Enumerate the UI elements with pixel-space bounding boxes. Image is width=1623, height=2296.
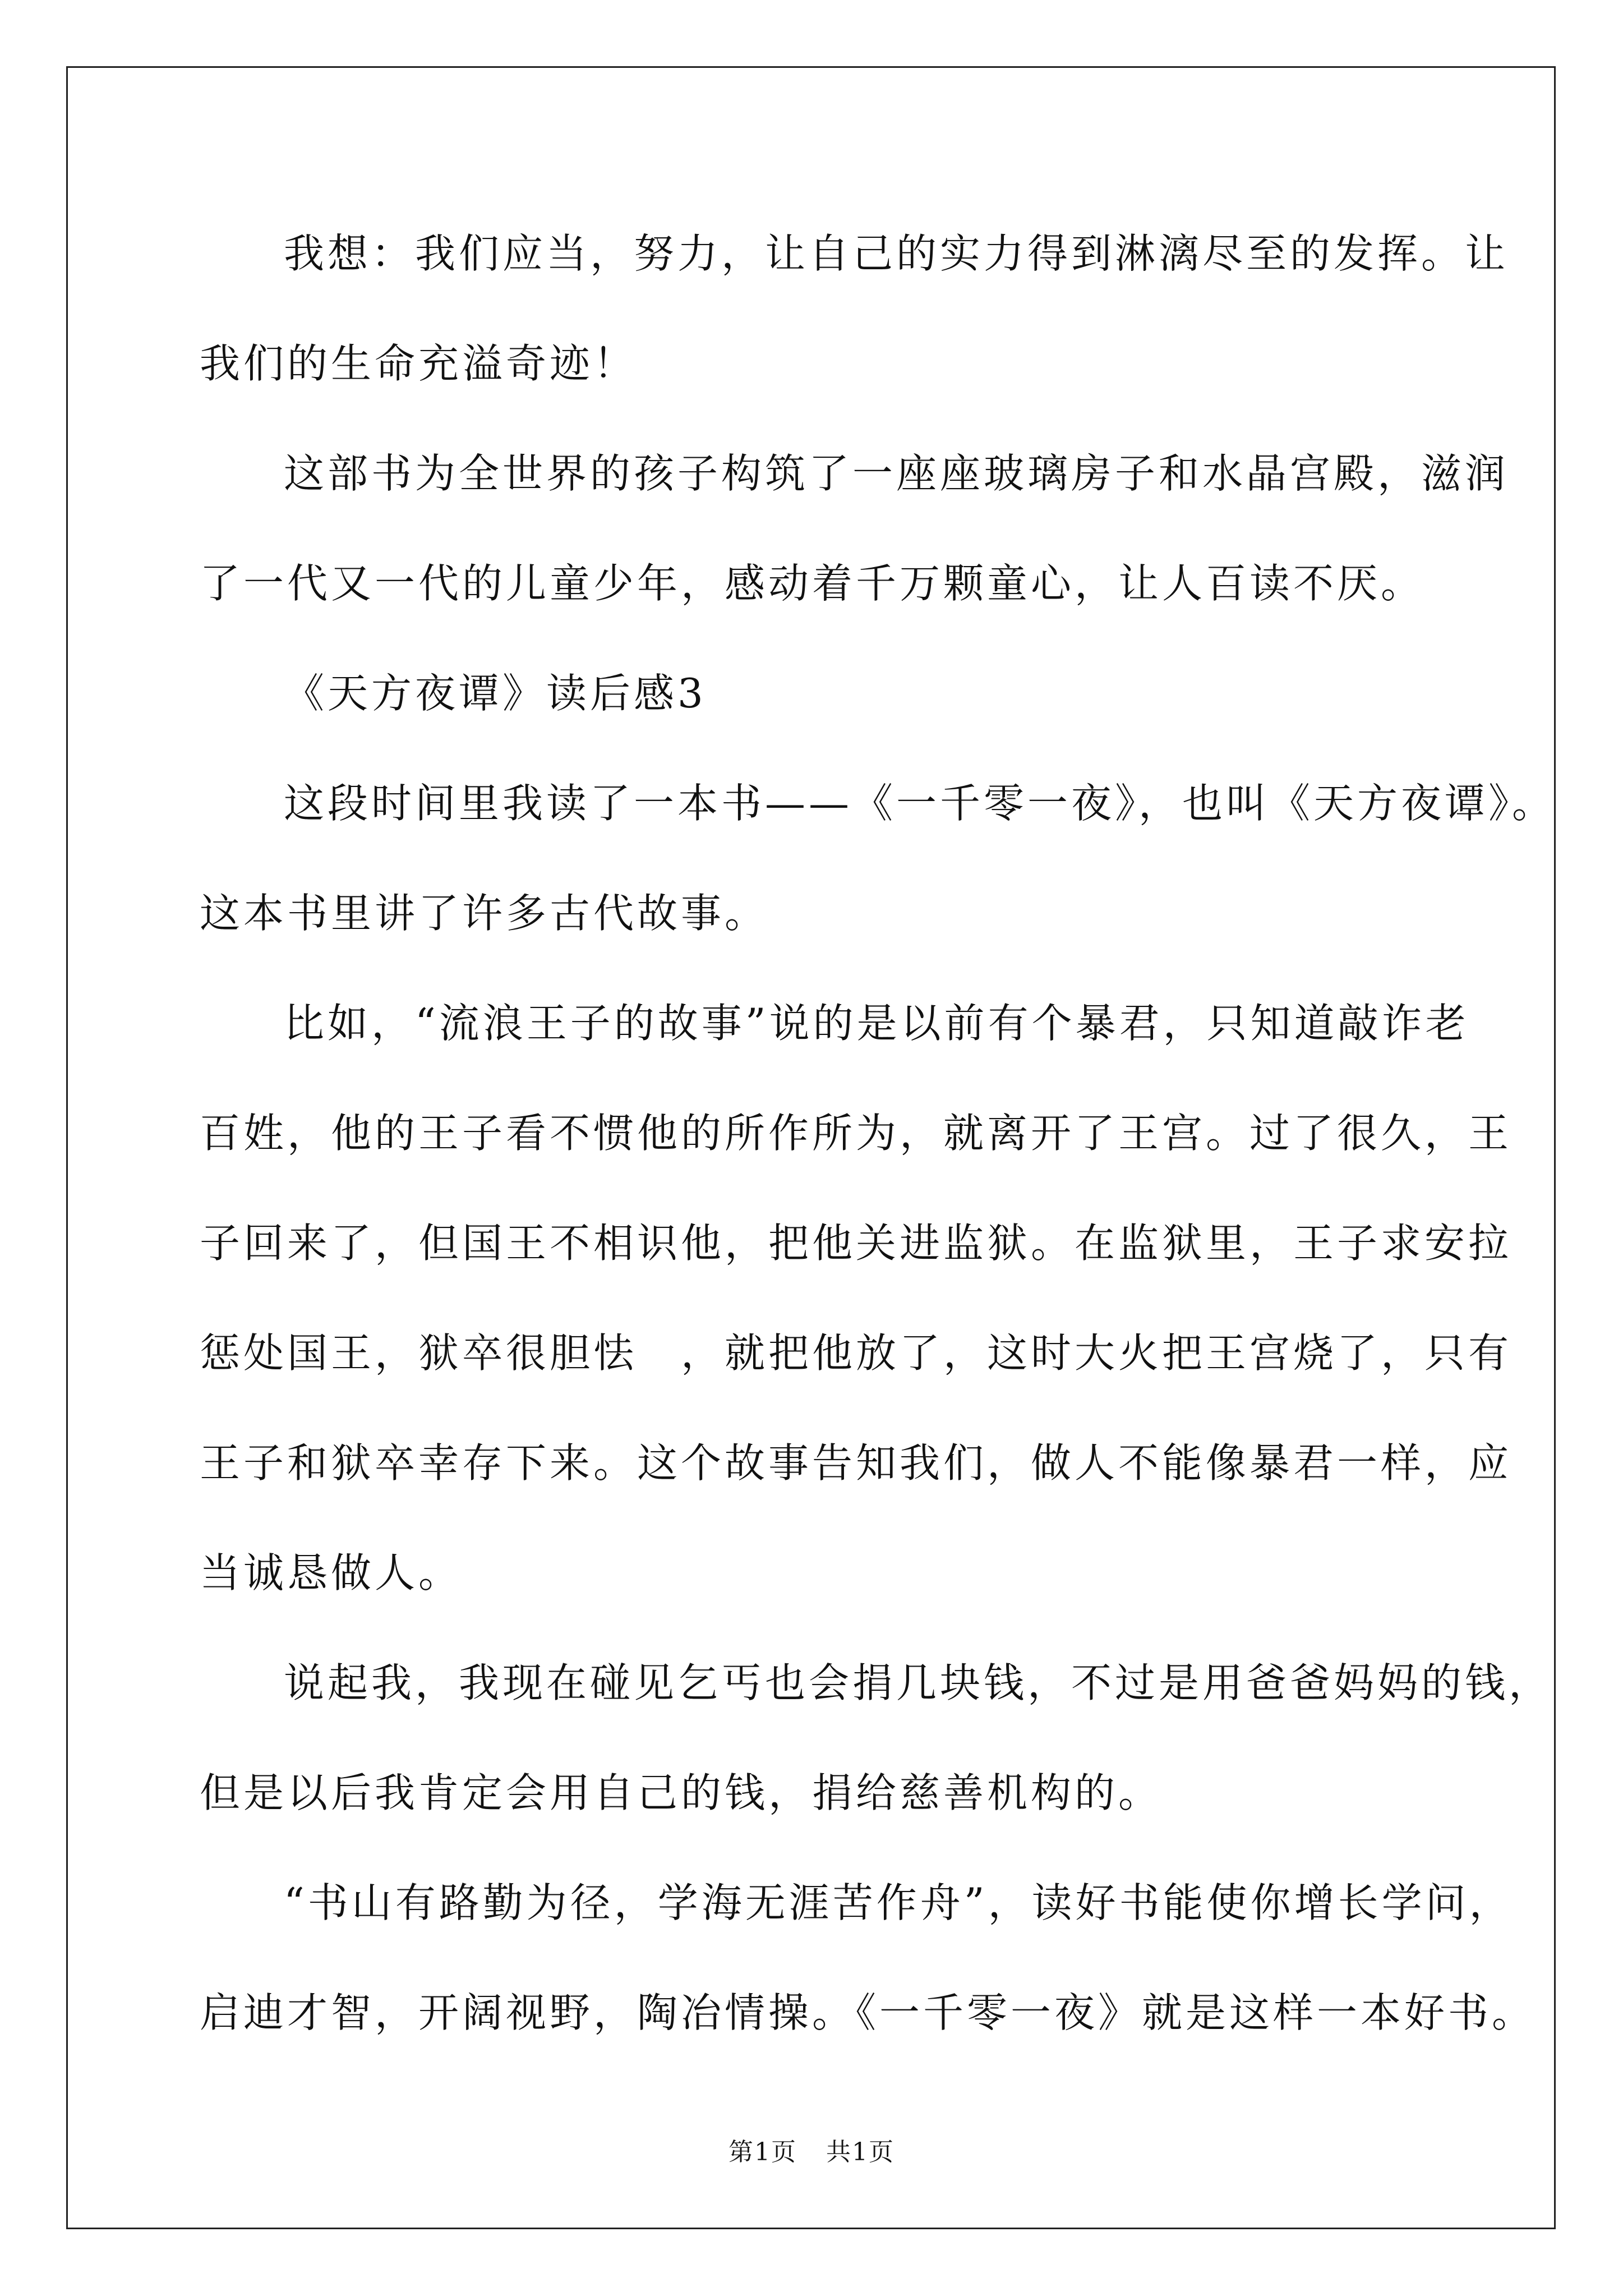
text-line: 王子和狱卒幸存下来。这个故事告知我们，做人不能像暴君一样，应 — [200, 1439, 1513, 1487]
text-line: 但是以后我肯定会用自己的钱，捐给慈善机构的。 — [200, 1769, 1163, 1816]
text-line: 比如，“流浪王子的故事”说的是以前有个暴君，只知道敲诈老 — [284, 1000, 1469, 1047]
page-number: 第1页 — [728, 2138, 797, 2166]
text-line: 启迪才智，开阔视野，陶冶情操。《一千零一夜》就是这样一本好书。 — [200, 1989, 1536, 2036]
text-line: 子回来了，但国王不相识他，把他关进监狱。在监狱里，王子求安拉 — [200, 1220, 1513, 1267]
section-heading: 《天方夜谭》读后感3 — [284, 670, 707, 717]
text-line: 了一代又一代的儿童少年，感动着千万颗童心，让人百读不厌。 — [200, 560, 1425, 607]
text-line: 这本书里讲了许多古代故事。 — [200, 890, 769, 937]
text-line: 我们的生命充溢奇迹！ — [200, 340, 638, 387]
text-line: 百姓，他的王子看不惯他的所作所为，就离开了王宫。过了很久，王 — [200, 1110, 1513, 1157]
text-line: 当诚恳做人。 — [200, 1549, 463, 1596]
page-count: 共1页 — [826, 2138, 895, 2166]
text-line: 这部书为全世界的孩子构筑了一座座玻璃房子和水晶宫殿，滋润 — [284, 450, 1509, 497]
text-line: “书山有路勤为径，学海无涯苦作舟”，读好书能使你增长学问， — [284, 1879, 1513, 1926]
text-line: 说起我，我现在碰见乞丐也会捐几块钱，不过是用爸爸妈妈的钱， — [284, 1659, 1553, 1706]
text-line: 惩处国王，狱卒很胆怯 ，就把他放了，这时大火把王宫烧了，只有 — [200, 1329, 1513, 1377]
text-line: 我想：我们应当，努力，让自己的实力得到淋漓尽至的发挥。让 — [284, 230, 1509, 277]
text-line: 这段时间里我读了一本书——《一千零一夜》，也叫《天方夜谭》。 — [284, 780, 1556, 827]
page-footer — [0, 2132, 1623, 2168]
document-body — [200, 212, 1556, 2081]
